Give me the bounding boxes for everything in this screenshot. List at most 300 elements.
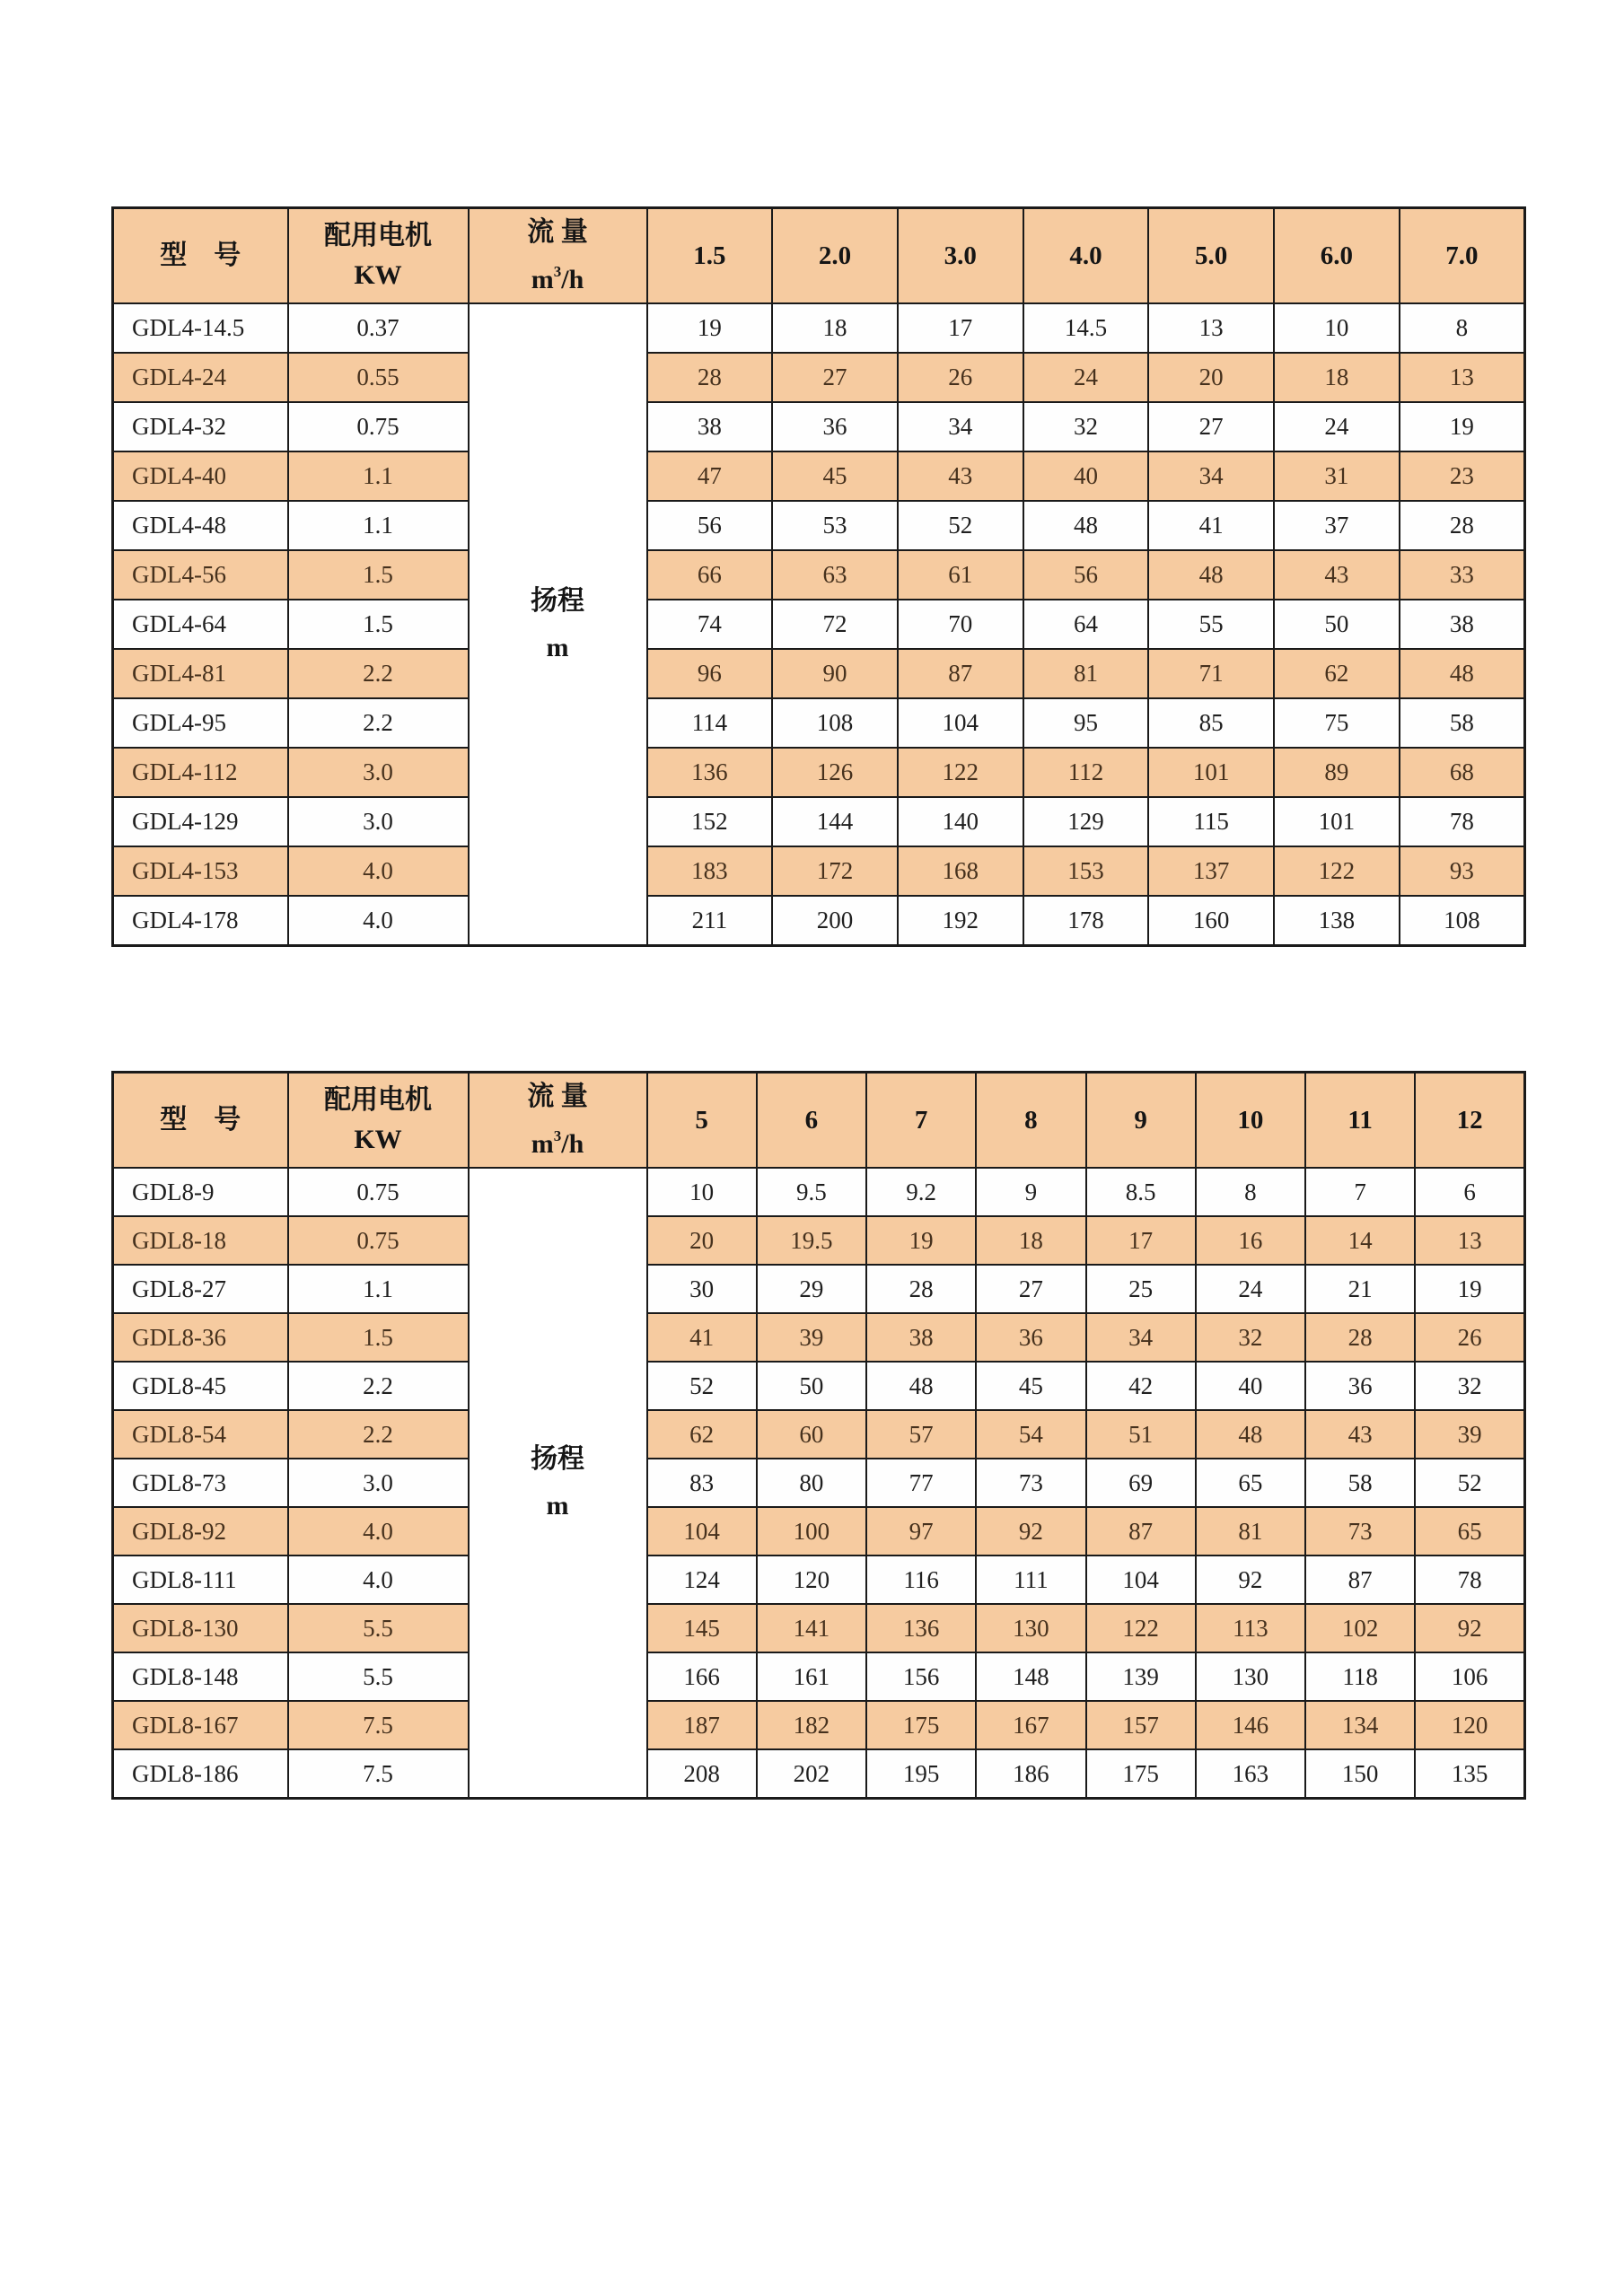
head-value-cell: 48 bbox=[1400, 649, 1525, 698]
head-value-cell: 106 bbox=[1415, 1652, 1524, 1701]
head-value-cell: 104 bbox=[898, 698, 1023, 748]
head-value-cell: 65 bbox=[1196, 1459, 1305, 1507]
head-value-cell: 70 bbox=[898, 600, 1023, 649]
model-cell: GDL4-32 bbox=[113, 402, 288, 451]
head-value-cell: 13 bbox=[1415, 1216, 1524, 1265]
head-value-cell: 200 bbox=[772, 896, 898, 946]
head-value-cell: 20 bbox=[1148, 353, 1274, 402]
motor-kw-cell: 2.2 bbox=[288, 1362, 469, 1410]
motor-kw-cell: 5.5 bbox=[288, 1652, 469, 1701]
head-value-cell: 130 bbox=[976, 1604, 1085, 1652]
head-value-cell: 166 bbox=[647, 1652, 757, 1701]
head-value-cell: 30 bbox=[647, 1265, 757, 1313]
head-value-cell: 130 bbox=[1196, 1652, 1305, 1701]
head-value-cell: 92 bbox=[1415, 1604, 1524, 1652]
head-value-cell: 38 bbox=[1400, 600, 1525, 649]
head-value-cell: 43 bbox=[1274, 550, 1400, 600]
head-value-cell: 19 bbox=[1400, 402, 1525, 451]
head-value-cell: 40 bbox=[1196, 1362, 1305, 1410]
table-row bbox=[113, 1168, 1525, 1216]
head-value-cell: 38 bbox=[866, 1313, 976, 1362]
head-value-cell: 41 bbox=[1148, 501, 1274, 550]
head-value-cell: 87 bbox=[898, 649, 1023, 698]
model-cell: GDL8-9 bbox=[113, 1168, 288, 1216]
head-value-cell: 64 bbox=[1023, 600, 1149, 649]
head-value-cell: 100 bbox=[757, 1507, 866, 1555]
head-value-cell: 136 bbox=[866, 1604, 976, 1652]
head-value-cell: 50 bbox=[1274, 600, 1400, 649]
motor-kw-cell: 1.5 bbox=[288, 1313, 469, 1362]
head-value-cell: 134 bbox=[1305, 1701, 1415, 1749]
head-value-cell: 96 bbox=[647, 649, 773, 698]
table-row bbox=[113, 451, 1525, 501]
head-value-cell: 13 bbox=[1400, 353, 1525, 402]
flow-value-column-header: 7 bbox=[866, 1073, 976, 1169]
motor-column-header bbox=[288, 208, 469, 304]
head-value-cell: 34 bbox=[1086, 1313, 1196, 1362]
table-row bbox=[113, 748, 1525, 797]
head-value-cell: 60 bbox=[757, 1410, 866, 1459]
head-value-cell: 138 bbox=[1274, 896, 1400, 946]
head-value-cell: 19.5 bbox=[757, 1216, 866, 1265]
head-value-cell: 52 bbox=[1415, 1459, 1524, 1507]
head-value-cell: 75 bbox=[1274, 698, 1400, 748]
flow-unit-rest: /h bbox=[561, 1128, 584, 1159]
model-cell: GDL8-92 bbox=[113, 1507, 288, 1555]
motor-kw-cell: 4.0 bbox=[288, 896, 469, 946]
model-cell: GDL8-18 bbox=[113, 1216, 288, 1265]
flow-unit-base: m bbox=[531, 1128, 554, 1159]
head-value-cell: 124 bbox=[647, 1555, 757, 1604]
head-value-cell: 92 bbox=[1196, 1555, 1305, 1604]
head-value-cell: 104 bbox=[1086, 1555, 1196, 1604]
head-value-cell: 93 bbox=[1400, 846, 1525, 896]
head-value-cell: 78 bbox=[1400, 797, 1525, 846]
head-value-cell: 47 bbox=[647, 451, 773, 501]
head-value-cell: 57 bbox=[866, 1410, 976, 1459]
motor-kw-cell: 3.0 bbox=[288, 1459, 469, 1507]
head-value-cell: 85 bbox=[1148, 698, 1274, 748]
head-value-cell: 24 bbox=[1023, 353, 1149, 402]
head-value-cell: 36 bbox=[1305, 1362, 1415, 1410]
motor-kw-cell: 2.2 bbox=[288, 649, 469, 698]
head-value-cell: 17 bbox=[898, 303, 1023, 353]
table-row bbox=[113, 303, 1525, 353]
flow-value-column-header: 6.0 bbox=[1274, 208, 1400, 304]
head-value-cell: 136 bbox=[647, 748, 773, 797]
head-value-cell: 55 bbox=[1148, 600, 1274, 649]
head-value-cell: 187 bbox=[647, 1701, 757, 1749]
head-value-cell: 113 bbox=[1196, 1604, 1305, 1652]
table-row bbox=[113, 649, 1525, 698]
head-value-cell: 52 bbox=[647, 1362, 757, 1410]
head-value-cell: 66 bbox=[647, 550, 773, 600]
head-value-cell: 9 bbox=[976, 1168, 1085, 1216]
flow-value-column-header: 1.5 bbox=[647, 208, 773, 304]
head-value-cell: 43 bbox=[1305, 1410, 1415, 1459]
flow-value-column-header: 2.0 bbox=[772, 208, 898, 304]
flow-value-column-header: 3.0 bbox=[898, 208, 1023, 304]
head-value-cell: 137 bbox=[1148, 846, 1274, 896]
flow-unit-base: m bbox=[531, 264, 554, 294]
head-value-cell: 112 bbox=[1023, 748, 1149, 797]
head-value-cell: 23 bbox=[1400, 451, 1525, 501]
table-row bbox=[113, 1459, 1525, 1507]
head-value-cell: 172 bbox=[772, 846, 898, 896]
motor-header-line2: KW bbox=[354, 260, 402, 290]
head-value-cell: 97 bbox=[866, 1507, 976, 1555]
head-value-cell: 115 bbox=[1148, 797, 1274, 846]
table-row bbox=[113, 1265, 1525, 1313]
flow-value-column-header: 6 bbox=[757, 1073, 866, 1169]
flow-unit-superscript: 3 bbox=[553, 1126, 562, 1144]
model-cell: GDL8-111 bbox=[113, 1555, 288, 1604]
table-row bbox=[113, 797, 1525, 846]
head-value-cell: 73 bbox=[976, 1459, 1085, 1507]
flow-value-column-header: 12 bbox=[1415, 1073, 1524, 1169]
model-cell: GDL4-178 bbox=[113, 896, 288, 946]
head-value-cell: 18 bbox=[976, 1216, 1085, 1265]
head-value-cell: 122 bbox=[1274, 846, 1400, 896]
head-value-cell: 80 bbox=[757, 1459, 866, 1507]
head-value-cell: 10 bbox=[647, 1168, 757, 1216]
motor-header-line1: 配用电机 bbox=[324, 1085, 432, 1115]
head-value-cell: 27 bbox=[976, 1265, 1085, 1313]
head-value-cell: 145 bbox=[647, 1604, 757, 1652]
table-row bbox=[113, 402, 1525, 451]
table-row bbox=[113, 501, 1525, 550]
motor-kw-cell: 4.0 bbox=[288, 846, 469, 896]
head-value-cell: 16 bbox=[1196, 1216, 1305, 1265]
head-value-cell: 29 bbox=[757, 1265, 866, 1313]
motor-column-header bbox=[288, 1073, 469, 1169]
head-value-cell: 74 bbox=[647, 600, 773, 649]
head-value-cell: 39 bbox=[757, 1313, 866, 1362]
model-cell: GDL4-14.5 bbox=[113, 303, 288, 353]
head-value-cell: 122 bbox=[1086, 1604, 1196, 1652]
head-value-cell: 45 bbox=[976, 1362, 1085, 1410]
table-row bbox=[113, 896, 1525, 946]
head-value-cell: 202 bbox=[757, 1749, 866, 1799]
model-cell: GDL4-48 bbox=[113, 501, 288, 550]
head-value-cell: 195 bbox=[866, 1749, 976, 1799]
head-value-cell: 135 bbox=[1415, 1749, 1524, 1799]
head-value-cell: 73 bbox=[1305, 1507, 1415, 1555]
head-value-cell: 144 bbox=[772, 797, 898, 846]
head-value-cell: 77 bbox=[866, 1459, 976, 1507]
model-column-header: 型 号 bbox=[113, 1073, 288, 1169]
head-value-cell: 27 bbox=[772, 353, 898, 402]
head-value-cell: 81 bbox=[1196, 1507, 1305, 1555]
head-value-cell: 21 bbox=[1305, 1265, 1415, 1313]
head-value-cell: 8 bbox=[1400, 303, 1525, 353]
head-value-cell: 8 bbox=[1196, 1168, 1305, 1216]
head-value-cell: 14.5 bbox=[1023, 303, 1149, 353]
head-value-cell: 19 bbox=[647, 303, 773, 353]
head-value-cell: 9.2 bbox=[866, 1168, 976, 1216]
motor-kw-cell: 4.0 bbox=[288, 1507, 469, 1555]
head-value-cell: 140 bbox=[898, 797, 1023, 846]
head-value-cell: 41 bbox=[647, 1313, 757, 1362]
table-row bbox=[113, 1362, 1525, 1410]
head-value-cell: 54 bbox=[976, 1410, 1085, 1459]
head-value-cell: 175 bbox=[1086, 1749, 1196, 1799]
head-value-cell: 28 bbox=[647, 353, 773, 402]
head-value-cell: 101 bbox=[1274, 797, 1400, 846]
flow-value-column-header: 5.0 bbox=[1148, 208, 1274, 304]
head-value-cell: 43 bbox=[898, 451, 1023, 501]
head-value-cell: 160 bbox=[1148, 896, 1274, 946]
head-value-cell: 48 bbox=[1148, 550, 1274, 600]
head-value-cell: 56 bbox=[1023, 550, 1149, 600]
head-value-cell: 26 bbox=[898, 353, 1023, 402]
head-label: 扬程 bbox=[531, 585, 584, 616]
motor-header-line1: 配用电机 bbox=[324, 221, 432, 250]
table-row bbox=[113, 353, 1525, 402]
head-value-cell: 26 bbox=[1415, 1313, 1524, 1362]
motor-kw-cell: 0.75 bbox=[288, 1216, 469, 1265]
head-value-cell: 122 bbox=[898, 748, 1023, 797]
head-value-cell: 129 bbox=[1023, 797, 1149, 846]
model-cell: GDL4-24 bbox=[113, 353, 288, 402]
head-value-cell: 104 bbox=[647, 1507, 757, 1555]
head-value-cell: 8.5 bbox=[1086, 1168, 1196, 1216]
head-value-cell: 32 bbox=[1415, 1362, 1524, 1410]
head-value-cell: 28 bbox=[1400, 501, 1525, 550]
head-value-cell: 37 bbox=[1274, 501, 1400, 550]
head-value-cell: 208 bbox=[647, 1749, 757, 1799]
flow-value-column-header: 7.0 bbox=[1400, 208, 1525, 304]
head-value-cell: 68 bbox=[1400, 748, 1525, 797]
flow-value-column-header: 10 bbox=[1196, 1073, 1305, 1169]
head-unit-merged-cell bbox=[469, 303, 647, 946]
head-value-cell: 126 bbox=[772, 748, 898, 797]
head-value-cell: 38 bbox=[647, 402, 773, 451]
head-value-cell: 161 bbox=[757, 1652, 866, 1701]
model-cell: GDL4-64 bbox=[113, 600, 288, 649]
head-value-cell: 87 bbox=[1086, 1507, 1196, 1555]
head-value-cell: 48 bbox=[1196, 1410, 1305, 1459]
motor-kw-cell: 1.5 bbox=[288, 600, 469, 649]
head-value-cell: 120 bbox=[1415, 1701, 1524, 1749]
head-value-cell: 40 bbox=[1023, 451, 1149, 501]
model-cell: GDL8-186 bbox=[113, 1749, 288, 1799]
table-row bbox=[113, 1652, 1525, 1701]
flow-header-line1: 流 量 bbox=[527, 1081, 588, 1111]
head-value-cell: 83 bbox=[647, 1459, 757, 1507]
head-value-cell: 58 bbox=[1400, 698, 1525, 748]
model-cell: GDL8-45 bbox=[113, 1362, 288, 1410]
head-value-cell: 146 bbox=[1196, 1701, 1305, 1749]
pump-spec-table-gdl8 bbox=[111, 1071, 1526, 1800]
head-value-cell: 116 bbox=[866, 1555, 976, 1604]
head-value-cell: 71 bbox=[1148, 649, 1274, 698]
head-value-cell: 48 bbox=[866, 1362, 976, 1410]
head-value-cell: 92 bbox=[976, 1507, 1085, 1555]
head-value-cell: 62 bbox=[1274, 649, 1400, 698]
head-value-cell: 61 bbox=[898, 550, 1023, 600]
head-value-cell: 153 bbox=[1023, 846, 1149, 896]
flow-unit-rest: /h bbox=[561, 264, 584, 294]
motor-kw-cell: 1.1 bbox=[288, 451, 469, 501]
head-value-cell: 192 bbox=[898, 896, 1023, 946]
table-row bbox=[113, 1555, 1525, 1604]
motor-kw-cell: 3.0 bbox=[288, 797, 469, 846]
head-value-cell: 39 bbox=[1415, 1410, 1524, 1459]
head-value-cell: 10 bbox=[1274, 303, 1400, 353]
flow-value-column-header: 4.0 bbox=[1023, 208, 1149, 304]
head-value-cell: 14 bbox=[1305, 1216, 1415, 1265]
model-cell: GDL4-40 bbox=[113, 451, 288, 501]
head-value-cell: 139 bbox=[1086, 1652, 1196, 1701]
motor-kw-cell: 4.0 bbox=[288, 1555, 469, 1604]
flow-unit-superscript: 3 bbox=[553, 262, 562, 280]
head-value-cell: 175 bbox=[866, 1701, 976, 1749]
head-value-cell: 111 bbox=[976, 1555, 1085, 1604]
head-value-cell: 19 bbox=[866, 1216, 976, 1265]
head-value-cell: 31 bbox=[1274, 451, 1400, 501]
motor-kw-cell: 0.55 bbox=[288, 353, 469, 402]
head-value-cell: 33 bbox=[1400, 550, 1525, 600]
header-row bbox=[113, 208, 1525, 304]
head-value-cell: 95 bbox=[1023, 698, 1149, 748]
head-value-cell: 27 bbox=[1148, 402, 1274, 451]
model-cell: GDL4-95 bbox=[113, 698, 288, 748]
head-value-cell: 28 bbox=[1305, 1313, 1415, 1362]
head-value-cell: 36 bbox=[772, 402, 898, 451]
head-unit: m bbox=[546, 1491, 569, 1520]
table-row bbox=[113, 550, 1525, 600]
head-value-cell: 53 bbox=[772, 501, 898, 550]
table-row bbox=[113, 698, 1525, 748]
head-value-cell: 42 bbox=[1086, 1362, 1196, 1410]
model-cell: GDL8-54 bbox=[113, 1410, 288, 1459]
table-row bbox=[113, 1701, 1525, 1749]
head-value-cell: 18 bbox=[772, 303, 898, 353]
head-value-cell: 69 bbox=[1086, 1459, 1196, 1507]
head-value-cell: 78 bbox=[1415, 1555, 1524, 1604]
head-value-cell: 108 bbox=[1400, 896, 1525, 946]
table-row bbox=[113, 1410, 1525, 1459]
model-cell: GDL8-27 bbox=[113, 1265, 288, 1313]
motor-kw-cell: 7.5 bbox=[288, 1749, 469, 1799]
motor-kw-cell: 1.5 bbox=[288, 550, 469, 600]
model-cell: GDL4-153 bbox=[113, 846, 288, 896]
model-cell: GDL8-148 bbox=[113, 1652, 288, 1701]
head-value-cell: 178 bbox=[1023, 896, 1149, 946]
head-value-cell: 81 bbox=[1023, 649, 1149, 698]
head-value-cell: 17 bbox=[1086, 1216, 1196, 1265]
model-cell: GDL4-112 bbox=[113, 748, 288, 797]
model-cell: GDL4-56 bbox=[113, 550, 288, 600]
head-value-cell: 24 bbox=[1196, 1265, 1305, 1313]
head-value-cell: 58 bbox=[1305, 1459, 1415, 1507]
table-row bbox=[113, 846, 1525, 896]
head-value-cell: 32 bbox=[1196, 1313, 1305, 1362]
model-cell: GDL4-129 bbox=[113, 797, 288, 846]
head-value-cell: 118 bbox=[1305, 1652, 1415, 1701]
head-value-cell: 157 bbox=[1086, 1701, 1196, 1749]
head-value-cell: 141 bbox=[757, 1604, 866, 1652]
head-value-cell: 50 bbox=[757, 1362, 866, 1410]
head-value-cell: 28 bbox=[866, 1265, 976, 1313]
head-value-cell: 152 bbox=[647, 797, 773, 846]
head-value-cell: 24 bbox=[1274, 402, 1400, 451]
head-value-cell: 7 bbox=[1305, 1168, 1415, 1216]
head-value-cell: 182 bbox=[757, 1701, 866, 1749]
motor-kw-cell: 3.0 bbox=[288, 748, 469, 797]
model-cell: GDL8-167 bbox=[113, 1701, 288, 1749]
head-value-cell: 13 bbox=[1148, 303, 1274, 353]
motor-kw-cell: 7.5 bbox=[288, 1701, 469, 1749]
model-cell: GDL8-73 bbox=[113, 1459, 288, 1507]
table-row bbox=[113, 1216, 1525, 1265]
motor-kw-cell: 2.2 bbox=[288, 1410, 469, 1459]
head-value-cell: 34 bbox=[1148, 451, 1274, 501]
motor-header-line2: KW bbox=[354, 1125, 402, 1154]
head-value-cell: 45 bbox=[772, 451, 898, 501]
flow-value-column-header: 8 bbox=[976, 1073, 1085, 1169]
head-value-cell: 18 bbox=[1274, 353, 1400, 402]
head-value-cell: 6 bbox=[1415, 1168, 1524, 1216]
flow-value-column-header: 11 bbox=[1305, 1073, 1415, 1169]
head-value-cell: 120 bbox=[757, 1555, 866, 1604]
head-value-cell: 62 bbox=[647, 1410, 757, 1459]
head-value-cell: 148 bbox=[976, 1652, 1085, 1701]
table-row bbox=[113, 1507, 1525, 1555]
motor-kw-cell: 1.1 bbox=[288, 1265, 469, 1313]
head-value-cell: 114 bbox=[647, 698, 773, 748]
table-row bbox=[113, 1604, 1525, 1652]
table-row bbox=[113, 1313, 1525, 1362]
head-value-cell: 211 bbox=[647, 896, 773, 946]
model-cell: GDL4-81 bbox=[113, 649, 288, 698]
head-value-cell: 51 bbox=[1086, 1410, 1196, 1459]
head-value-cell: 36 bbox=[976, 1313, 1085, 1362]
head-value-cell: 20 bbox=[647, 1216, 757, 1265]
model-cell: GDL8-36 bbox=[113, 1313, 288, 1362]
table-row bbox=[113, 600, 1525, 649]
motor-kw-cell: 0.75 bbox=[288, 1168, 469, 1216]
motor-kw-cell: 0.75 bbox=[288, 402, 469, 451]
head-value-cell: 183 bbox=[647, 846, 773, 896]
flow-value-column-header: 9 bbox=[1086, 1073, 1196, 1169]
head-value-cell: 72 bbox=[772, 600, 898, 649]
head-value-cell: 63 bbox=[772, 550, 898, 600]
table-row bbox=[113, 1749, 1525, 1799]
head-value-cell: 9.5 bbox=[757, 1168, 866, 1216]
flow-column-header bbox=[469, 1073, 647, 1169]
model-cell: GDL8-130 bbox=[113, 1604, 288, 1652]
head-value-cell: 108 bbox=[772, 698, 898, 748]
head-value-cell: 32 bbox=[1023, 402, 1149, 451]
head-value-cell: 19 bbox=[1415, 1265, 1524, 1313]
motor-kw-cell: 5.5 bbox=[288, 1604, 469, 1652]
flow-header-line1: 流 量 bbox=[527, 216, 588, 247]
head-value-cell: 48 bbox=[1023, 501, 1149, 550]
head-unit: m bbox=[546, 632, 569, 662]
head-value-cell: 90 bbox=[772, 649, 898, 698]
head-value-cell: 56 bbox=[647, 501, 773, 550]
head-value-cell: 167 bbox=[976, 1701, 1085, 1749]
motor-kw-cell: 2.2 bbox=[288, 698, 469, 748]
head-value-cell: 156 bbox=[866, 1652, 976, 1701]
head-value-cell: 101 bbox=[1148, 748, 1274, 797]
head-value-cell: 34 bbox=[898, 402, 1023, 451]
model-column-header: 型 号 bbox=[113, 208, 288, 304]
head-value-cell: 102 bbox=[1305, 1604, 1415, 1652]
head-value-cell: 89 bbox=[1274, 748, 1400, 797]
